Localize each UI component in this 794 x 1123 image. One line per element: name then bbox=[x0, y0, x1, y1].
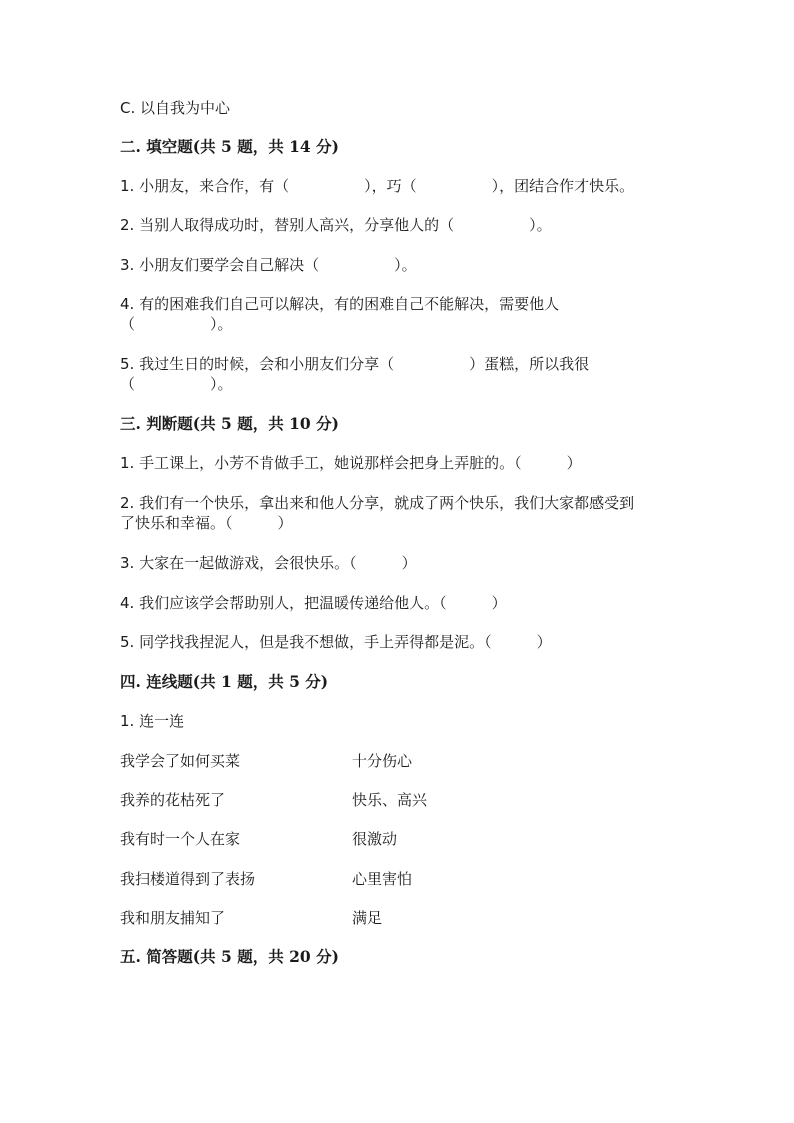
fill-question-4-line2: （ ）。 bbox=[120, 315, 233, 333]
fill-question-2: 2. 当别人取得成功时，替别人高兴，分享他人的（ ）。 bbox=[120, 216, 552, 234]
fill-question-3: 3. 小朋友们要学会自己解决（ ）。 bbox=[120, 256, 417, 274]
match-left-item: 我养的花枯死了 bbox=[120, 791, 226, 809]
fill-question-1: 1. 小朋友，来合作，有（ ），巧（ ），团结合作才快乐。 bbox=[120, 177, 635, 195]
match-right-item: 十分伤心 bbox=[352, 752, 413, 770]
match-right-item: 满足 bbox=[352, 909, 383, 927]
match-question-1: 1. 连一连 bbox=[120, 712, 185, 730]
judge-question-2-line2: 了快乐和幸福。（ ） bbox=[120, 514, 293, 532]
match-left-item: 我学会了如何买菜 bbox=[120, 752, 241, 770]
match-right-item: 很激动 bbox=[352, 830, 398, 848]
match-right-item: 心里害怕 bbox=[352, 870, 413, 888]
fill-question-4-line1: 4. 有的困难我们自己可以解决，有的困难自己不能解决，需要他人 bbox=[120, 295, 560, 313]
fill-question-5-line1: 5. 我过生日的时候，会和小朋友们分享（ ）蛋糕，所以我很 bbox=[120, 355, 590, 373]
fill-question-5-line2: （ ）。 bbox=[120, 375, 233, 393]
judge-question-2-line1: 2. 我们有一个快乐，拿出来和他人分享，就成了两个快乐，我们大家都感受到 bbox=[120, 494, 635, 512]
judge-question-4: 4. 我们应该学会帮助别人，把温暖传递给他人。（ ） bbox=[120, 594, 507, 612]
section5-title: 五. 简答题(共 5 题，共 20 分) bbox=[120, 947, 339, 966]
judge-question-3: 3. 大家在一起做游戏，会很快乐。（ ） bbox=[120, 554, 417, 572]
previous-option-c: C. 以自我为中心 bbox=[120, 99, 231, 117]
judge-question-5: 5. 同学找我捏泥人，但是我不想做，手上弄得都是泥。（ ） bbox=[120, 633, 552, 651]
match-left-item: 我有时一个人在家 bbox=[120, 830, 241, 848]
match-left-item: 我和朋友捕知了 bbox=[120, 909, 226, 927]
judge-question-1: 1. 手工课上，小芳不肯做手工，她说那样会把身上弄脏的。（ ） bbox=[120, 454, 582, 472]
section3-title: 三. 判断题(共 5 题，共 10 分) bbox=[120, 414, 339, 433]
match-left-item: 我扫楼道得到了表扬 bbox=[120, 870, 256, 888]
section4-title: 四. 连线题(共 1 题，共 5 分) bbox=[120, 672, 329, 691]
match-right-item: 快乐、高兴 bbox=[352, 791, 428, 809]
section2-title: 二. 填空题(共 5 题，共 14 分) bbox=[120, 137, 339, 156]
